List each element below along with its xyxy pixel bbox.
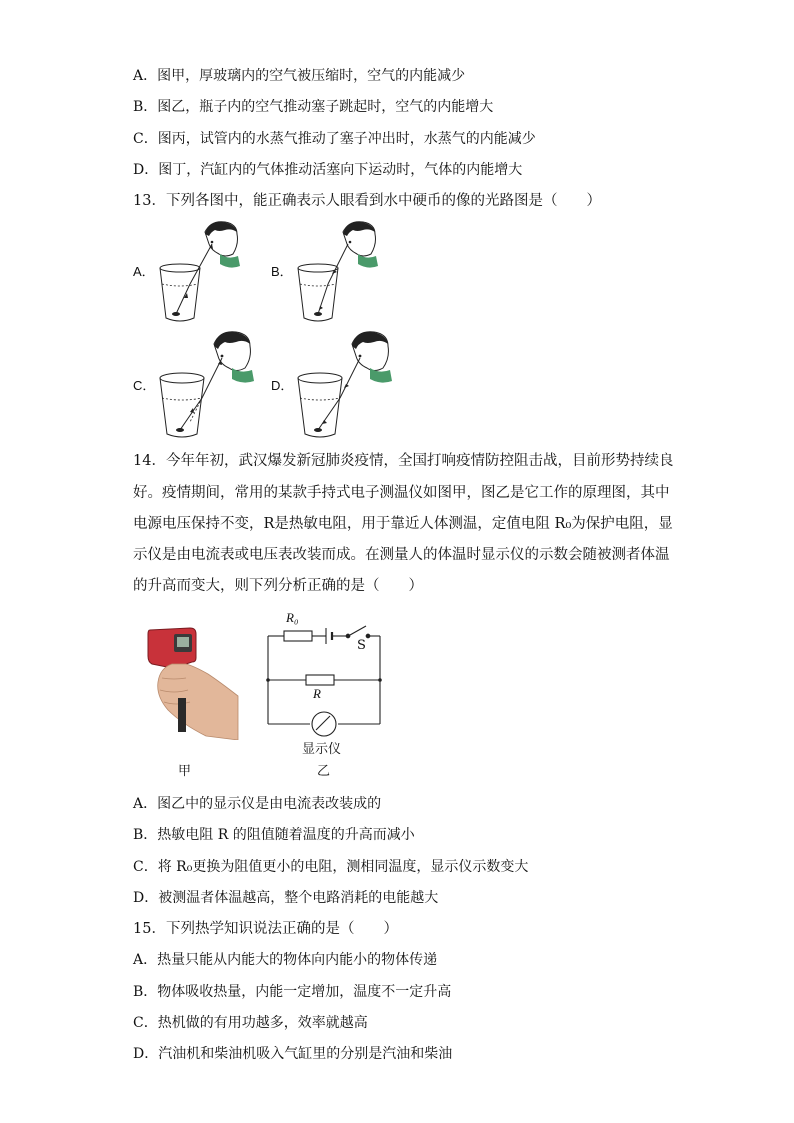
q14-option-b: B．热敏电阻 R 的阻值随着温度的升高而减小 bbox=[133, 827, 415, 843]
q13-label-d: D． bbox=[271, 378, 294, 393]
q15-option-b: B．物体吸收热量，内能一定增加，温度不一定升高 bbox=[133, 984, 452, 1000]
person-head bbox=[352, 332, 392, 383]
q12-option-a: A．图甲，厚玻璃内的空气被压缩时，空气的内能减少 bbox=[133, 68, 466, 84]
q15-option-c: C．热机做的有用功越多，效率就越高 bbox=[133, 1015, 368, 1031]
person-head bbox=[205, 222, 240, 268]
q14-stem-line-5: 的升高而变大，则下列分析正确的是（ ） bbox=[133, 578, 423, 594]
thermometer-gun-photo bbox=[146, 624, 240, 740]
q14-option-a: A．图乙中的显示仪是由电流表改装成的 bbox=[133, 796, 382, 812]
light-ray bbox=[318, 244, 348, 314]
q14-stem-line-4: 示仪是由电流表或电压表改装而成。在测量人的体温时显示仪的示数会随被测者体温 bbox=[133, 547, 670, 563]
q13-label-a: A． bbox=[133, 264, 155, 279]
q13-figure-a bbox=[150, 218, 250, 326]
person-head bbox=[214, 332, 254, 383]
glass bbox=[160, 264, 200, 321]
label-resistor-r: R bbox=[313, 686, 321, 701]
q15-stem: 15．下列热学知识说法正确的是（ ） bbox=[133, 921, 398, 937]
q14-stem-line-1: 14．今年年初，武汉爆发新冠肺炎疫情，全国打响疫情防控阻击战，目前形势持续良 bbox=[133, 453, 674, 469]
label-meter: 显示仪 bbox=[302, 742, 342, 757]
label-r0: R₀ bbox=[286, 610, 299, 625]
q15-option-d: D．汽油机和柴油机吸入气缸里的分别是汽油和柴油 bbox=[133, 1046, 453, 1062]
q14-stem-line-2: 好。疫情期间，常用的某款手持式电子测温仪如图甲，图乙是它工作的原理图，其中 bbox=[133, 485, 670, 501]
resistor-r bbox=[306, 675, 334, 685]
q13-figure-d bbox=[288, 322, 408, 444]
switch-blade bbox=[350, 626, 366, 635]
q13-figure-c bbox=[150, 322, 270, 444]
q12-option-c: C．图丙，试管内的水蒸气推动了塞子冲出时，水蒸气的内能减少 bbox=[133, 131, 536, 147]
light-ray bbox=[176, 244, 213, 314]
q12-option-d: D．图丁，汽缸内的气体推动活塞向下运动时，气体的内能增大 bbox=[133, 162, 523, 178]
q13-stem: 13．下列各图中，能正确表示人眼看到水中硬币的像的光路图是（ ） bbox=[133, 193, 601, 209]
figure-jia-label: 甲 bbox=[178, 764, 192, 779]
q13-figure-b bbox=[288, 218, 388, 326]
figure-yi-label: 乙 bbox=[317, 764, 331, 779]
q14-option-d: D．被测温者体温越高，整个电路消耗的电能越大 bbox=[133, 890, 439, 906]
q14-option-c: C．将 R₀更换为阻值更小的电阻，测相同温度，显示仪示数变大 bbox=[133, 859, 529, 875]
light-ray bbox=[318, 358, 360, 430]
light-ray bbox=[180, 358, 222, 430]
person-head bbox=[343, 222, 378, 268]
circuit-diagram bbox=[262, 608, 388, 758]
q13-label-b: B． bbox=[271, 264, 293, 279]
resistor-r0 bbox=[284, 631, 312, 641]
q12-option-b: B．图乙，瓶子内的空气推动塞子跳起时，空气的内能增大 bbox=[133, 99, 494, 115]
q14-stem-line-3: 电源电压保持不变，R是热敏电阻，用于靠近人体测温，定值电阻 R₀为保护电阻，显 bbox=[133, 516, 673, 532]
q15-option-a: A．热量只能从内能大的物体向内能小的物体传递 bbox=[133, 952, 438, 968]
label-switch-s: S bbox=[357, 638, 366, 653]
meter-symbol bbox=[312, 712, 336, 736]
q13-label-c: C． bbox=[133, 378, 156, 393]
